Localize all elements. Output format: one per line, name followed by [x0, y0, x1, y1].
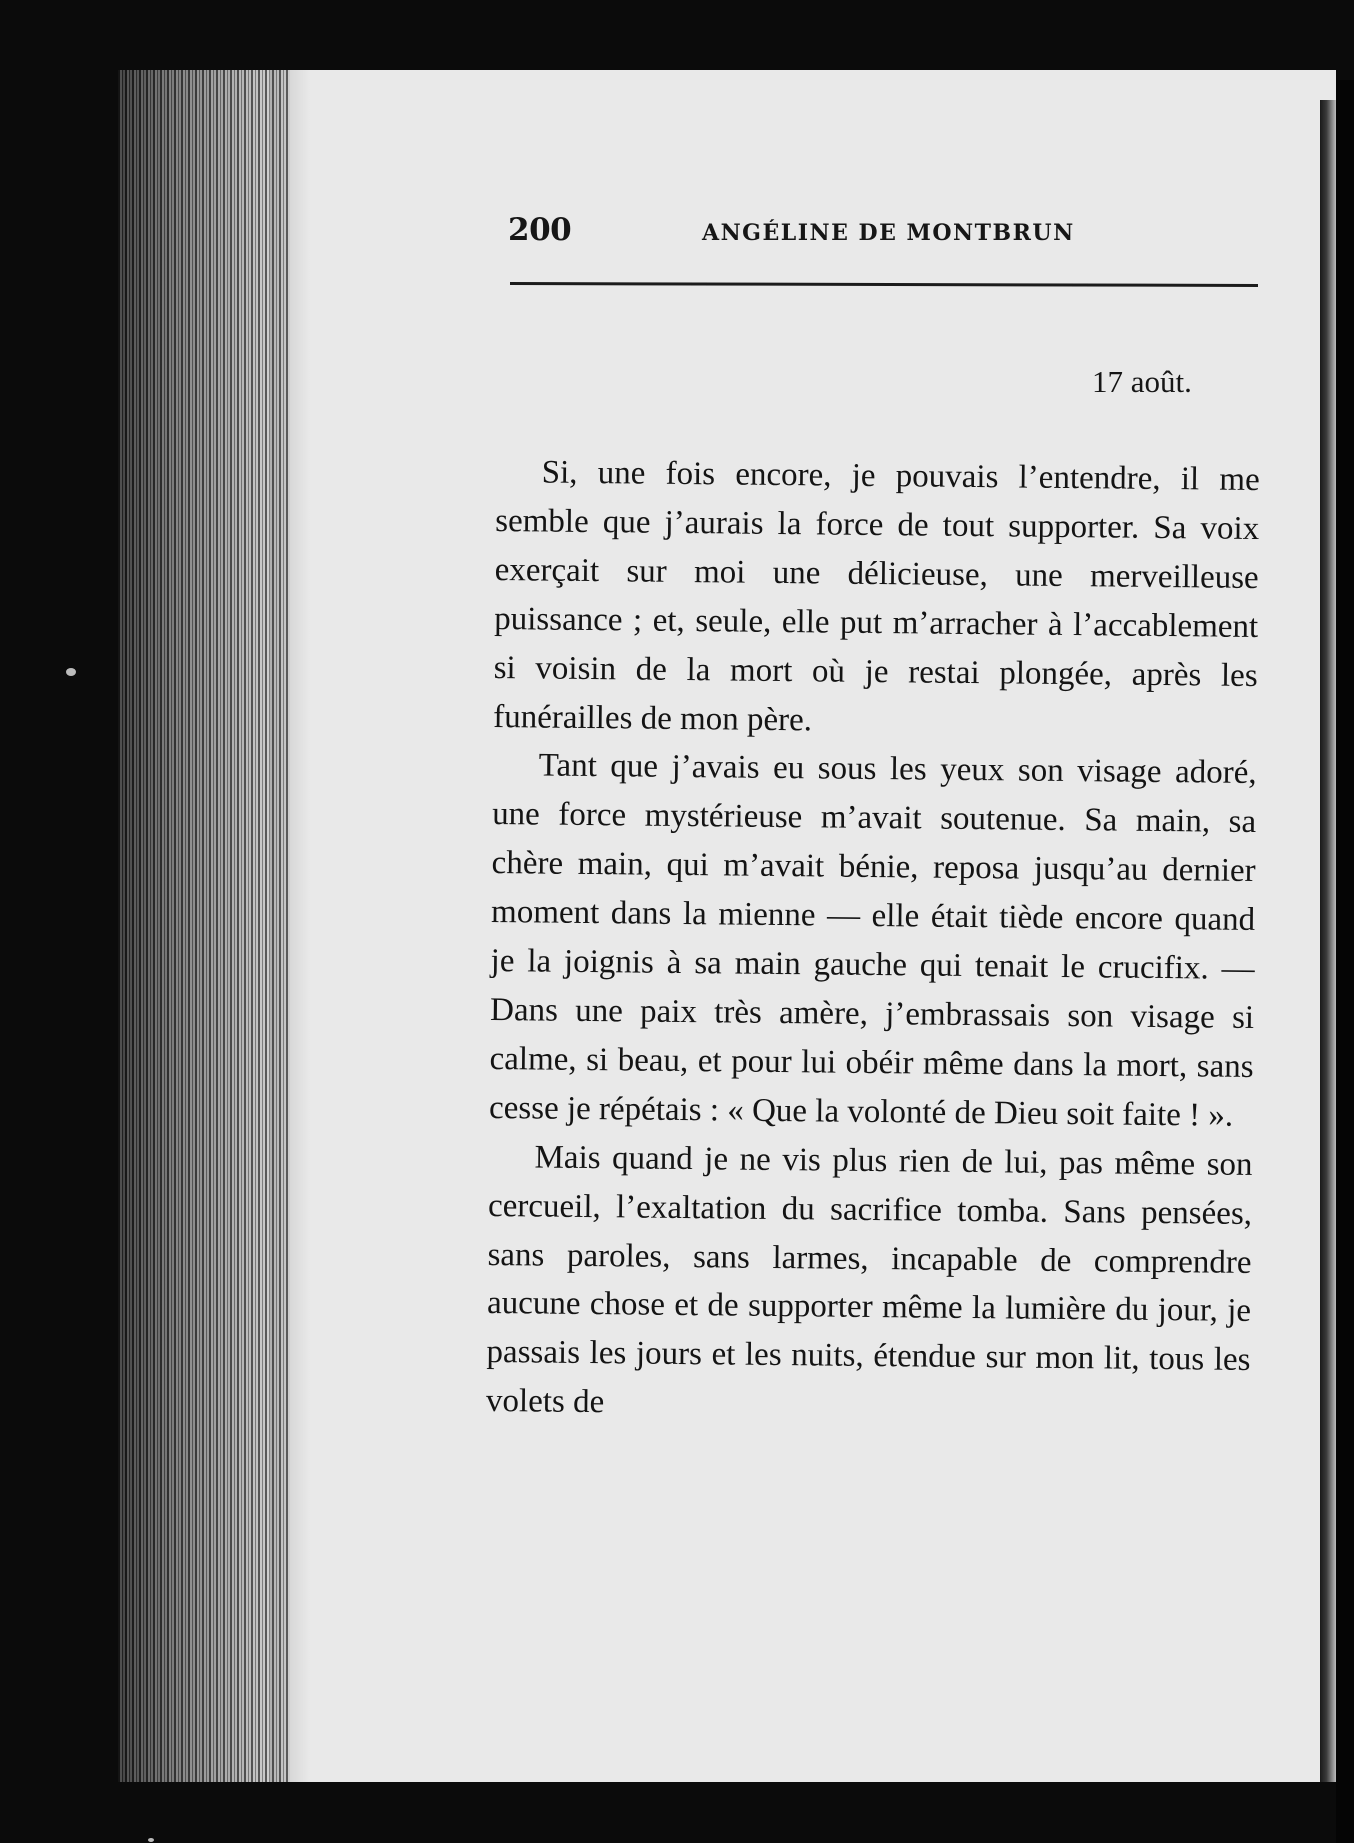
page-number: 200	[508, 212, 572, 248]
entry-date: 17 août.	[1092, 364, 1192, 399]
paragraph: Tant que j’avais eu sous les yeux son visage adoré, une force mystérieuse m’avait soutenue. Sa main, sa chère main, qui m’avait bénie, reposa jusqu’au dernier moment dans la mienne — elle était tiède encore quand je la joignis à sa main gauche qui tenait le crucifix. — Dans une paix très amère, j’embrassais son visage si calme, si beau, et pour lui obéir même dans la mort, sans cesse je répétais : « Que la volonté de Dieu soit faite ! ».	[488, 747, 1257, 1134]
paragraph: Mais quand je ne vis plus rien de lui, pas même son cercueil, l’exaltation du sacrifice tomba. Sans pensées, sans paroles, sans larmes, incapable de comprendre aucune chose et de supporter même la lumière du jour, je passais les jours et les nuits, étendue sur mon lit, tous les volets de	[485, 1139, 1253, 1421]
scan-border-right	[1336, 80, 1354, 1843]
scan-speck	[66, 668, 76, 676]
gutter-shadow	[270, 70, 310, 1782]
paragraph: Si, une fois encore, je pouvais l’entendre, il me semble que j’aurais la force de tout supporter. Sa voix exerçait sur moi une délicieuse, une merveilleuse puissance ; et, seule, elle put m’arracher à l’accablement si voisin de la mort où je restai plongée, après les funérailles de mon père.	[492, 454, 1260, 738]
page-header	[508, 212, 1268, 252]
scan-speck	[148, 1838, 154, 1842]
body-text	[486, 448, 1260, 1434]
book-gutter-edge	[118, 70, 290, 1782]
running-head: ANGÉLINE DE MONTBRUN	[702, 220, 1075, 246]
fore-edge	[1320, 100, 1336, 1782]
